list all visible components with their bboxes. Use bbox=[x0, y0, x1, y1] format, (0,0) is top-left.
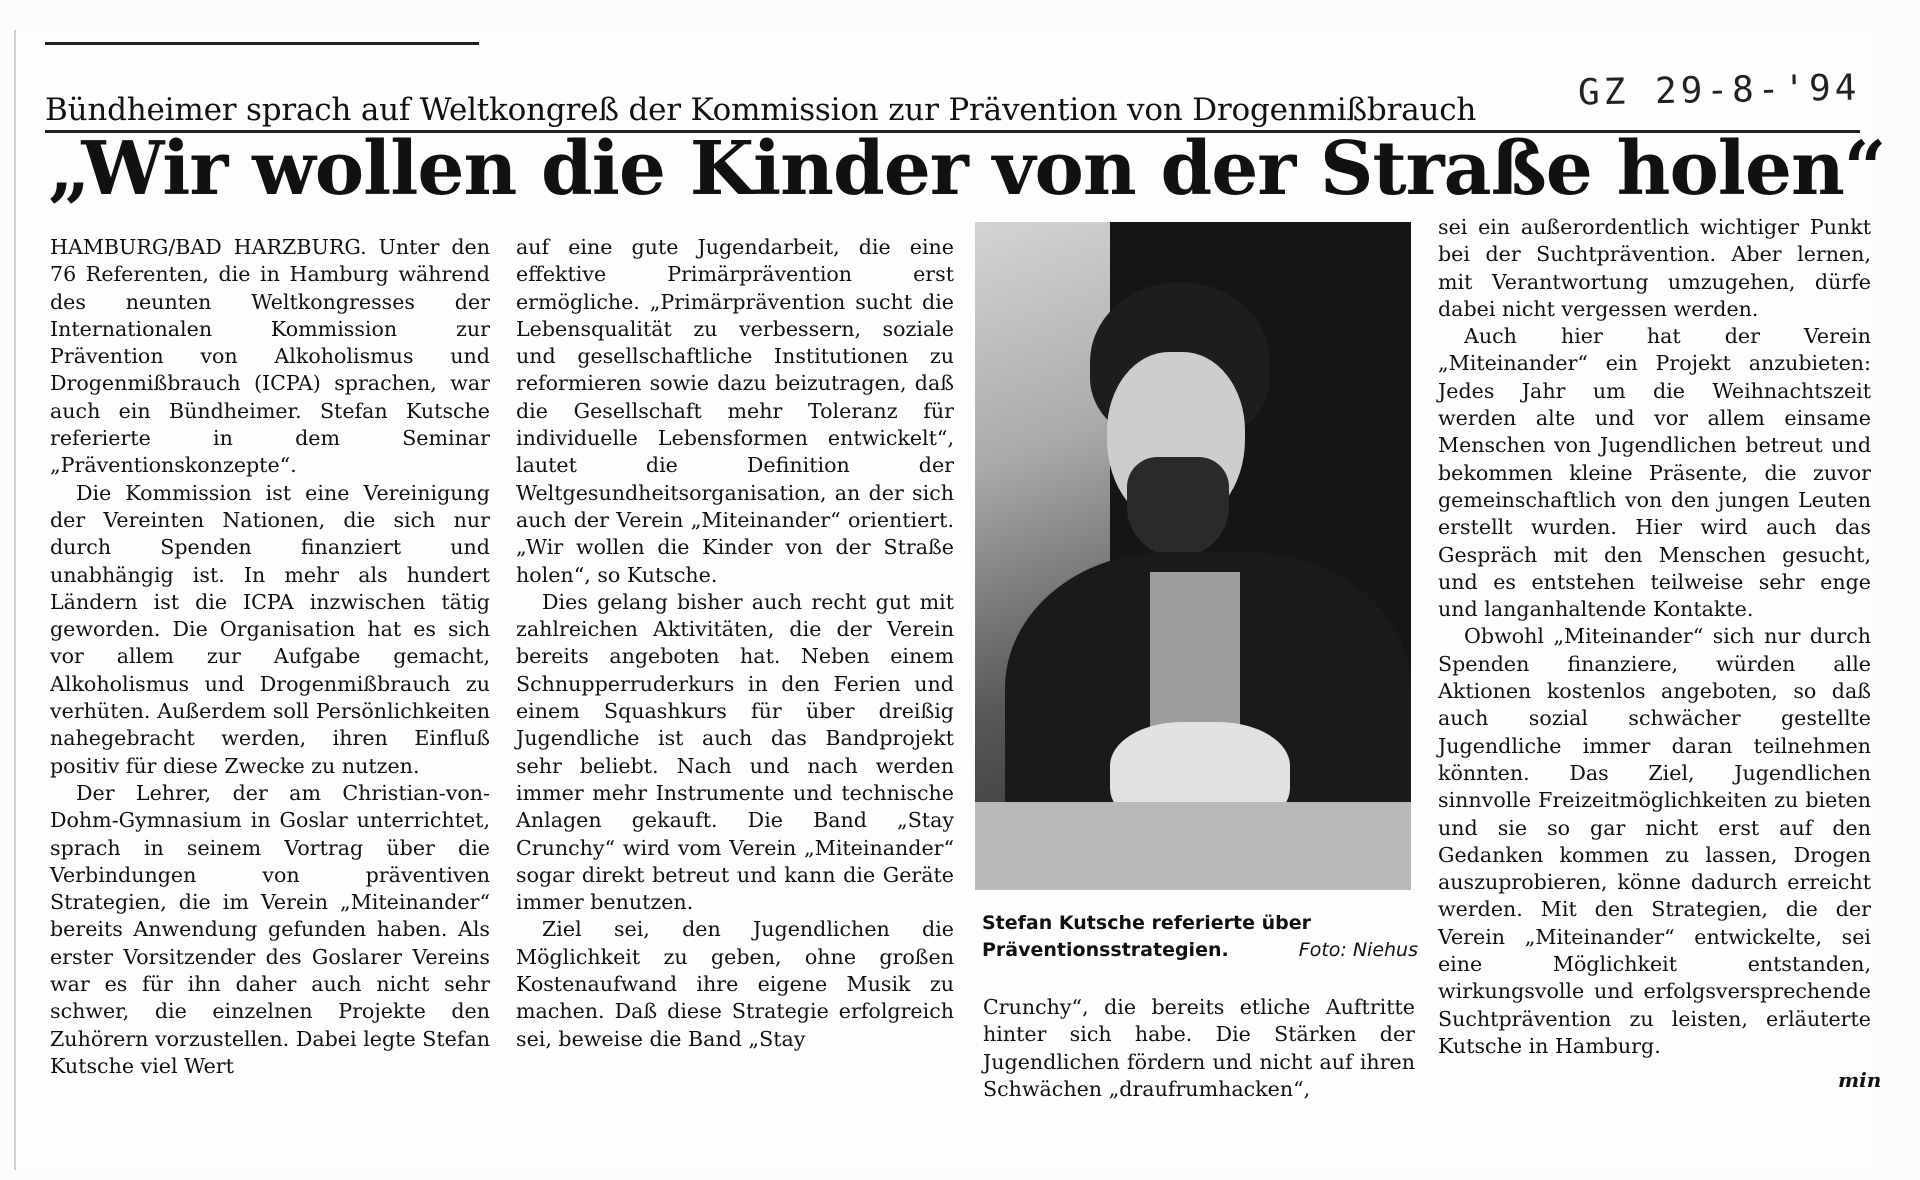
text-column-2 bbox=[516, 234, 954, 1053]
text-column-4 bbox=[1438, 214, 1871, 1060]
text-column-1 bbox=[50, 234, 490, 1080]
top-rule bbox=[45, 42, 479, 45]
paragraph: Der Lehrer, der am Christian-von-Dohm-Gymnasium in Goslar unterrichtet, sprach in seinem Vortrag über die Verbindungen von präventiven Strategien, die im Verein „Miteinander“ bereits Anwendung gefunden haben. Als erster Vorsitzender des Goslarer Vereins war es für ihn daher auch nicht sehr schwer, die einzelnen Projekte den Zuhörern vorzustellen. Dabei legte Stefan Kutsche viel Wert bbox=[50, 780, 490, 1078]
article-headline: „Wir wollen die Kinder von der Straße holen“ bbox=[48, 126, 1886, 212]
paragraph: Obwohl „Miteinander“ sich nur durch Spenden finanziere, würden alle Aktionen kostenlos angeboten, so daß auch sozial schwächer gestellte Jugendliche immer daran teilnehmen könnten. Das Ziel, Jugendlichen sinnvolle Freizeitmöglichkeiten zu bieten und sie so gar nicht erst auf den Gedanken kommen zu lassen, Drogen auszuprobieren, könne dadurch erreicht werden. Mit den Strategien, die der Verein „Miteinander“ entwickelte, sei eine Möglichkeit entstanden, wirkungsvolle und erfolgsversprechende Suchtprävention zu leisten, erläuterte Kutsche in Hamburg. bbox=[1438, 624, 1871, 1058]
caption-text: Stefan Kutsche referierte über Präventionsstrategien. bbox=[982, 912, 1311, 961]
handwritten-date-note: GZ 29-8-'94 bbox=[1577, 67, 1861, 114]
paragraph: Ziel sei, den Jugendlichen die Möglichkeit zu geben, ohne großen Kostenaufwand ihre eigene Musik zu machen. Daß diese Strategie erfolgreich sei, beweise die Band „Stay bbox=[516, 917, 954, 1051]
paragraph: Auch hier hat der Verein „Miteinander“ ein Projekt anzubieten: Jedes Jahr um die Weihnachtszeit werden alte und vor allem einsame Menschen von Jugendlichen betreut und bekommen kleine Präsente, die zuvor gemeinschaftlich von den jungen Leuten erstellt wurden. Hier wird auch das Gespräch mit den Menschen gesucht, und es entstehen teilweise sehr enge und langanhaltende Kontakte. bbox=[1438, 324, 1871, 622]
author-signature: min bbox=[1838, 1068, 1882, 1092]
photo-caption bbox=[982, 910, 1418, 964]
paragraph: Crunchy“, die bereits etliche Auftritte hinter sich habe. Die Stärken der Jugendlichen fördern und nicht auf ihren Schwächen „draufrumhacken“, bbox=[983, 995, 1415, 1101]
photo-table bbox=[975, 802, 1411, 890]
paragraph: auf eine gute Jugendarbeit, die eine effektive Primärprävention erst ermögliche. „Primärprävention sucht die Lebensqualität zu verbessern, soziale und gesellschaftliche Institutionen zu reformieren sowie dazu beizutragen, daß die Gesellschaft mehr Toleranz für individuelle Lebensformen entwickelt“, lautet die Definition der Weltgesundheitsorganisation, an der sich auch der Verein „Miteinander“ orientiert. „Wir wollen die Kinder von der Straße holen“, so Kutsche. bbox=[516, 235, 954, 587]
paragraph: sei ein außerordentlich wichtiger Punkt bei der Suchtprävention. Aber lernen, mit Verantwortung umzugehen, dürfe dabei nicht vergessen werden. bbox=[1438, 215, 1871, 321]
portrait-photo bbox=[975, 222, 1411, 890]
text-column-3 bbox=[983, 994, 1415, 1103]
paragraph: Dies gelang bisher auch recht gut mit zahlreichen Aktivitäten, die der Verein bereits angeboten hat. Neben einem Schnupperruderkurs in den Ferien und einem Squashkurs für über dreißig Jugendliche ist auch das Bandprojekt sehr beliebt. Nach und nach werden immer mehr Instrumente und technische Anlagen gekauft. Die Band „Stay Crunchy“ wird vom Verein „Miteinander“ sogar direkt betreut und kann die Geräte immer benutzen. bbox=[516, 589, 954, 915]
paragraph: Die Kommission ist eine Vereinigung der Vereinten Nationen, die sich nur durch Spenden finanziert und unabhängig ist. In mehr als hundert Ländern ist die ICPA inzwischen tätig geworden. Die Organisation hat es sich vor allem zur Aufgabe gemacht, Alkoholismus und Drogenmißbrauch zu verhüten. Außerdem soll Persönlichkeiten nahegebracht werden, ihren Einfluß positiv für diese Zwecke zu nutzen. bbox=[50, 480, 490, 778]
article-kicker: Bündheimer sprach auf Weltkongreß der Kommission zur Prävention von Drogenmißbrauch bbox=[45, 92, 1860, 133]
photo-beard bbox=[1127, 457, 1229, 557]
photo-credit: Foto: Niehus bbox=[1298, 939, 1418, 961]
paragraph: HAMBURG/BAD HARZBURG. Unter den 76 Referenten, die in Hamburg während des neunten Weltkongresses der Internationalen Kommission zur Prävention von Alkoholismus und Drogenmißbrauch (ICPA) sprachen, war auch ein Bündheimer. Stefan Kutsche referierte in dem Seminar „Präventionskonzepte“. bbox=[50, 235, 490, 478]
